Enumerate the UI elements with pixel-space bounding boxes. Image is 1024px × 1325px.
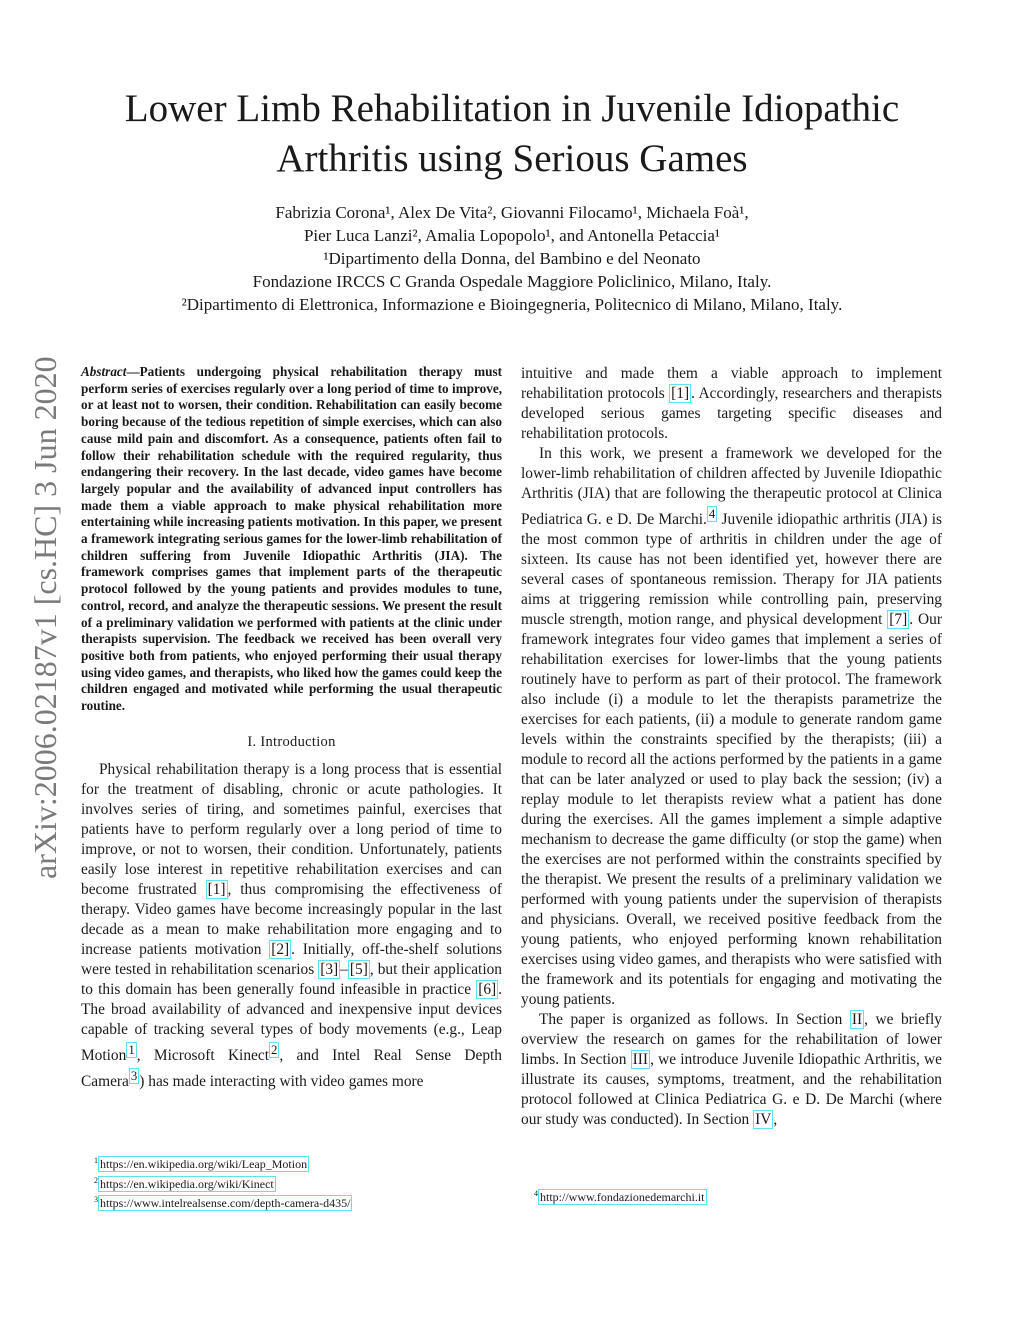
- text-run: intuitive and made them a viable approach to implement rehabilitation protocols: [521, 365, 942, 402]
- paragraph-framework: [521, 444, 942, 1010]
- footnote-3: [94, 1192, 352, 1212]
- text-run: ,: [773, 1111, 778, 1129]
- citation-link[interactable]: [6]: [478, 980, 497, 998]
- abstract: [81, 364, 502, 715]
- footnote-link[interactable]: 1: [128, 1042, 135, 1057]
- text-run: ) has made interacting with video games more: [139, 1073, 424, 1091]
- footnote-number: 3: [94, 1195, 98, 1205]
- text-run: . Our framework integrates four video games that implement a series of rehabilitation exercises for lower-limbs that the young patients routinely have to perform as part of their protocol. The framework also include (i) a module to let the therapists parametrize the exercises for each patients, (ii) a module to generate random game levels within the constraints specified by the therapists; (iii) a module to record all the actions performed by the patients in a game that can be later analyzed or used to play back the session; (iv) a replay module to let therapists review what a patient has done during the exercises. All the games implement a simple adaptive mechanism to decrease the game difficulty (or stop the game) when the exercises are not performed within the constraints specified by the therapist. We present the results of a preliminary validation we performed with young patients under the supervision of therapists and physicians. Overall, we received positive feedback from the young patients, who enjoyed performing known rehabilitation exercises using video games, and therapists who were satisfied with the framework and its potentials for engaging and motivating the young patients.: [521, 611, 942, 1009]
- title-line-2: Arthritis using Serious Games: [276, 137, 748, 180]
- text-run: –: [340, 960, 348, 978]
- paper-title: [0, 84, 1024, 184]
- section-link[interactable]: II: [851, 1011, 863, 1029]
- footnote-2: [94, 1173, 352, 1193]
- text-run: , we introduce Juvenile Idiopathic Arthritis, we illustrate its causes, symptoms, treatment, and the rehabilitation protocol followed at Clinica Pediatrica G. e D. De Marchi (where our study was conducted). In Section: [521, 1051, 942, 1129]
- footnote-number: 2: [94, 1175, 98, 1185]
- text-run: In this work, we present a framework we developed for the lower-limb rehabilitation of children affected by Juvenile Idiopathic Arthritis (JIA) that are following the therapeutic protocol at Clinica Pediatrica G. e D. De Marchi.: [521, 445, 942, 529]
- author-line-1: Fabrizia Corona¹, Alex De Vita², Giovanni Filocamo¹, Michaela Foà¹,: [275, 203, 749, 222]
- citation-link[interactable]: [2]: [271, 940, 290, 958]
- section-link[interactable]: III: [632, 1051, 649, 1069]
- author-block: [0, 201, 1024, 316]
- paragraph-continued: [521, 364, 942, 444]
- author-line-2: Pier Luca Lanzi², Amalia Lopopolo¹, and Antonella Petaccia¹: [303, 226, 721, 245]
- footnote-link[interactable]: 2: [270, 1042, 278, 1057]
- footnote-link[interactable]: 3: [130, 1068, 138, 1083]
- left-column: [81, 364, 502, 1092]
- citation-link[interactable]: [7]: [889, 611, 908, 629]
- intro-paragraph: [81, 760, 502, 1092]
- citation-link[interactable]: [3]: [320, 960, 339, 978]
- abstract-label: Abstract: [81, 364, 127, 379]
- text-run: , we briefly overview the research on games for the rehabilitation of lower limbs. In Section: [521, 1011, 943, 1069]
- footnote-number: 1: [94, 1156, 98, 1165]
- paragraph-organization: [521, 1010, 942, 1130]
- citation-link[interactable]: [1]: [671, 385, 690, 402]
- footnotes-right: [534, 1186, 707, 1206]
- footnote-number: 4: [534, 1189, 538, 1198]
- affiliation-1: ¹Dipartimento della Donna, del Bambino e del Neonato: [323, 249, 701, 268]
- text-run: , thus compromising the effectiveness of therapy. Video games have become increasingly popular in the last decade as a mean to make rehabilitation more engaging and to increase patients motivation: [81, 880, 502, 958]
- text-run: Juvenile idiopathic arthritis (JIA) is the most common type of arthritis in children under the age of sixteen. Its cause has not been identified yet, however there are several cases of spontaneous remission. Therapy for JIA patients aims at triggering remission while controlling pain, preserving muscle strength, motion range, and physical development: [521, 511, 942, 629]
- text-run: , but their application to this domain has been generally found infeasible in practice: [81, 960, 502, 998]
- text-run: , and Intel Real Sense Depth Camera: [81, 1046, 503, 1091]
- footnote-1: [94, 1153, 352, 1173]
- citation-link[interactable]: [1]: [207, 880, 226, 898]
- text-run: , Microsoft Kinect: [136, 1046, 269, 1064]
- footnote-url[interactable]: https://www.intelrealsense.com/depth-camera-d435/: [100, 1196, 351, 1211]
- abstract-text: —Patients undergoing physical rehabilitation therapy must perform series of exercises regularly over a long period of time to improve, or at least not to worsen, their condition. Rehabilitation can easily become boring because of the tedious repetition of simple exercises, which can also cause mild pain and discomfort. As a consequence, patients often fail to follow their rehabilitation schedule with the required regularity, thus endangering their recovery. In the last decade, video games have become largely popular and the availability of advanced input controllers has made them a viable approach to make physical rehabilitation more entertaining while increasing patients motivation. In this paper, we present a framework integrating serious games for the lower-limb rehabilitation of children suffering from Juvenile Idiopathic Arthritis (JIA). The framework comprises games that implement parts of the therapeutic protocol followed by the young patients and provides modules to tune, control, record, and analyze the therapeutic sessions. We present the result of a preliminary validation we performed with patients at the clinic under therapists supervision. The feedback we received has been overall very positive both from patients, who enjoyed performing their usual therapy using video games, and therapists, who liked how the games could keep the children engaged and motivated while performing the usual therapeutic routine.: [81, 364, 502, 714]
- text-run: Physical rehabilitation therapy is a long process that is essential for the treatment of disabling, chronic or acute pathologies. It involves series of tiring, and sometimes painful, exercises that patients have to perform regularly over a long period of time to improve, or not to worsen, their condition. Unfortunately, patients easily lose interest in repetitive rehabilitation exercises and can become frustrated: [81, 760, 502, 898]
- section-link[interactable]: IV: [755, 1111, 772, 1129]
- footnote-4: [534, 1186, 707, 1206]
- right-column: [521, 364, 942, 1130]
- footnotes-left: [94, 1153, 352, 1212]
- text-run: . Initially, off-the-shelf solutions were tested in rehabilitation scenarios: [81, 940, 502, 978]
- arxiv-identifier: arXiv:2006.02187v1 [cs.HC] 3 Jun 2020: [27, 356, 63, 879]
- text-run: . The broad availability of advanced and inexpensive input devices capable of tracking several types of body movements (e.g., Leap Motion: [81, 980, 502, 1064]
- footnote-url[interactable]: https://en.wikipedia.org/wiki/Leap_Motion: [100, 1157, 308, 1171]
- footnote-url[interactable]: http://www.fondazionedemarchi.it: [540, 1190, 705, 1204]
- footnote-link[interactable]: 4: [708, 507, 716, 521]
- text-run: The paper is organized as follows. In Section: [539, 1011, 850, 1029]
- citation-link[interactable]: [5]: [349, 960, 368, 978]
- text-run: . Accordingly, researchers and therapists developed serious games targeting specific diseases and rehabilitation protocols.: [521, 385, 942, 442]
- footnote-url[interactable]: https://en.wikipedia.org/wiki/Kinect: [100, 1176, 274, 1191]
- title-line-1: Lower Limb Rehabilitation in Juvenile Idiopathic: [124, 87, 900, 130]
- section-heading-introduction: I. Introduction: [247, 733, 336, 750]
- affiliation-2: ²Dipartimento di Elettronica, Informazione e Bioingegneria, Politecnico di Milano, Milano, Italy.: [181, 295, 843, 314]
- affiliation-1-cont: Fondazione IRCCS C Granda Ospedale Maggiore Policlinico, Milano, Italy.: [252, 272, 772, 291]
